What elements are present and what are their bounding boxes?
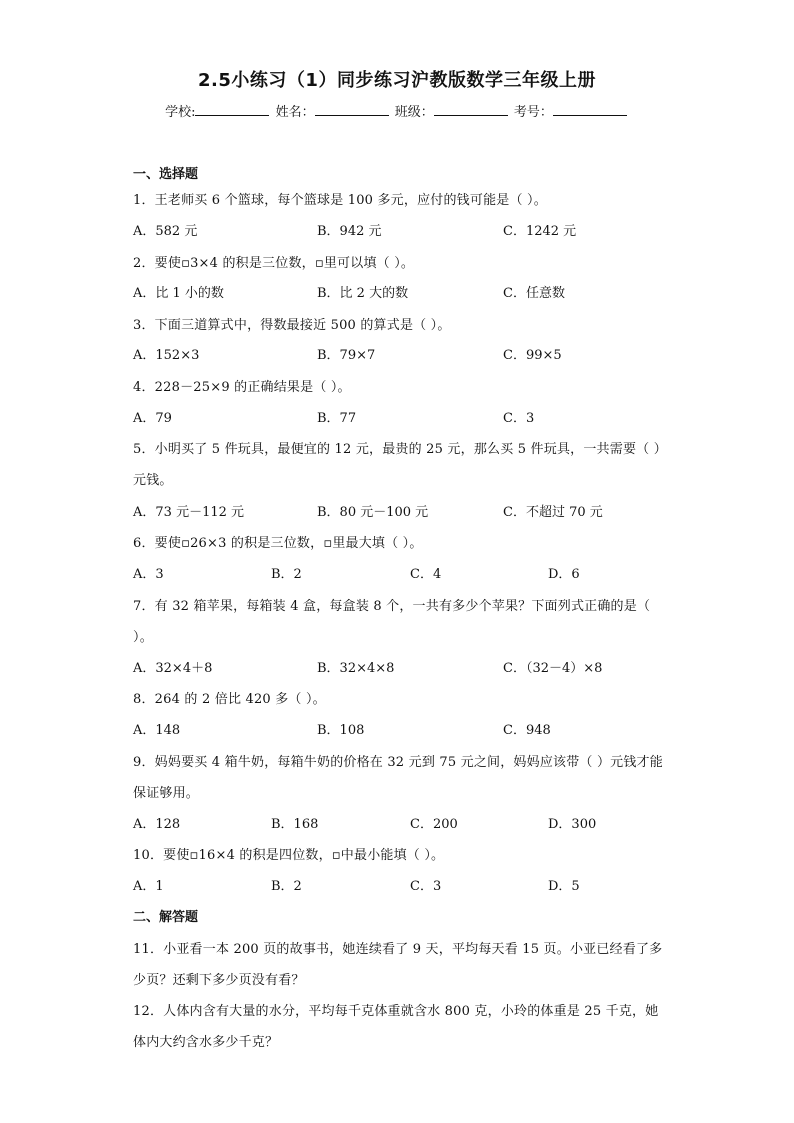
option-2-a: A．比 1 小的数	[133, 286, 224, 301]
option-5-c: C．不超过 70 元	[503, 505, 603, 520]
option-1-c: C．1242 元	[503, 224, 577, 239]
option-5-b: B．80 元－100 元	[317, 505, 429, 520]
option-7-c: C．（32－4）×8	[503, 661, 603, 676]
exam-no-field	[514, 101, 629, 122]
student-info-line	[0, 101, 794, 122]
question-7: 7．有 32 箱苹果，每箱装 4 盒，每盒装 8 个，一共有多少个苹果？下面列式正确的是（ ）。	[133, 599, 651, 645]
option-10-b: B．2	[271, 879, 302, 894]
name-label: 姓名：	[275, 105, 315, 120]
options-1	[133, 222, 663, 242]
question-6: 6．要使▫26×3 的积是三位数，▫里最大填（ ）。	[133, 536, 423, 551]
options-3	[133, 346, 663, 366]
options-7	[133, 659, 663, 679]
question-12: 12．人体内含有大量的水分，平均每千克体重就含水 800 克，小玲的体重是 25 千克，她体内大约含水多少千克？	[133, 1004, 659, 1050]
question-2: 2．要使▫3×4 的积是三位数，▫里可以填（ ）。	[133, 256, 415, 271]
option-3-b: B．79×7	[317, 348, 376, 363]
school-field	[165, 101, 271, 122]
option-2-c: C．任意数	[503, 286, 565, 301]
option-4-b: B．77	[317, 411, 357, 426]
option-4-a: A．79	[133, 411, 172, 426]
name-field	[276, 101, 391, 122]
option-8-a: A．148	[133, 723, 181, 738]
option-9-a: A．128	[133, 817, 181, 832]
question-10: 10．要使▫16×4 的积是四位数，▫中最小能填（ ）。	[133, 848, 445, 863]
question-5: 5．小明买了 5 件玩具，最便宜的 12 元，最贵的 25 元，那么买 5 件玩具，一共需要（ ）元钱。	[133, 442, 661, 488]
options-10	[133, 877, 663, 897]
option-2-b: B．比 2 大的数	[317, 286, 409, 301]
question-3: 3．下面三道算式中，得数最接近 500 的算式是（ ）。	[133, 318, 451, 333]
option-4-c: C．3	[503, 411, 535, 426]
question-1: 1．王老师买 6 个篮球，每个篮球是 100 多元，应付的钱可能是（ ）。	[133, 193, 547, 208]
option-7-b: B．32×4×8	[317, 661, 395, 676]
option-6-c: C．4	[410, 567, 442, 582]
option-9-b: B．168	[271, 817, 319, 832]
option-1-b: B．942 元	[317, 224, 382, 239]
option-10-a: A．1	[133, 879, 164, 894]
exam-no-label: 考号：	[513, 105, 553, 120]
option-3-c: C．99×5	[503, 348, 562, 363]
option-8-c: C．948	[503, 723, 551, 738]
option-6-d: D．6	[548, 567, 580, 582]
option-8-b: B．108	[317, 723, 365, 738]
option-7-a: A．32×4＋8	[133, 661, 213, 676]
question-11: 11．小亚看一本 200 页的故事书，她连续看了 9 天，平均每天看 15 页。小亚已经看了多少页？还剩下多少页没有看？	[133, 942, 663, 988]
option-10-c: C．3	[410, 879, 442, 894]
option-1-a: A．582 元	[133, 224, 198, 239]
section-title-choice: 一、选择题	[133, 167, 199, 182]
options-9	[133, 815, 663, 835]
page-title: 2.5小练习（1）同步练习沪教版数学三年级上册	[198, 70, 596, 91]
school-label: 学校:	[165, 105, 196, 120]
class-label: 班级：	[394, 105, 434, 120]
option-5-a: A．73 元－112 元	[133, 505, 245, 520]
school-blank[interactable]	[195, 101, 269, 116]
option-10-d: D．5	[548, 879, 580, 894]
class-field	[395, 101, 510, 122]
options-6	[133, 565, 663, 585]
question-4: 4．228－25×9 的正确结果是（ ）。	[133, 380, 351, 395]
name-blank[interactable]	[315, 101, 389, 116]
option-6-a: A．3	[133, 567, 164, 582]
question-9: 9．妈妈要买 4 箱牛奶，每箱牛奶的价格在 32 元到 75 元之间，妈妈应该带（ ）元钱才能保证够用。	[133, 755, 663, 801]
option-3-a: A．152×3	[133, 348, 200, 363]
question-8: 8．264 的 2 倍比 420 多（ ）。	[133, 692, 326, 707]
exam-no-blank[interactable]	[553, 101, 627, 116]
options-4	[133, 409, 663, 429]
options-8	[133, 721, 663, 741]
options-2	[133, 284, 663, 304]
section-title-answer: 二、解答题	[133, 910, 199, 925]
class-blank[interactable]	[434, 101, 508, 116]
option-6-b: B．2	[271, 567, 302, 582]
option-9-d: D．300	[548, 817, 597, 832]
option-9-c: C．200	[410, 817, 458, 832]
options-5	[133, 503, 663, 523]
